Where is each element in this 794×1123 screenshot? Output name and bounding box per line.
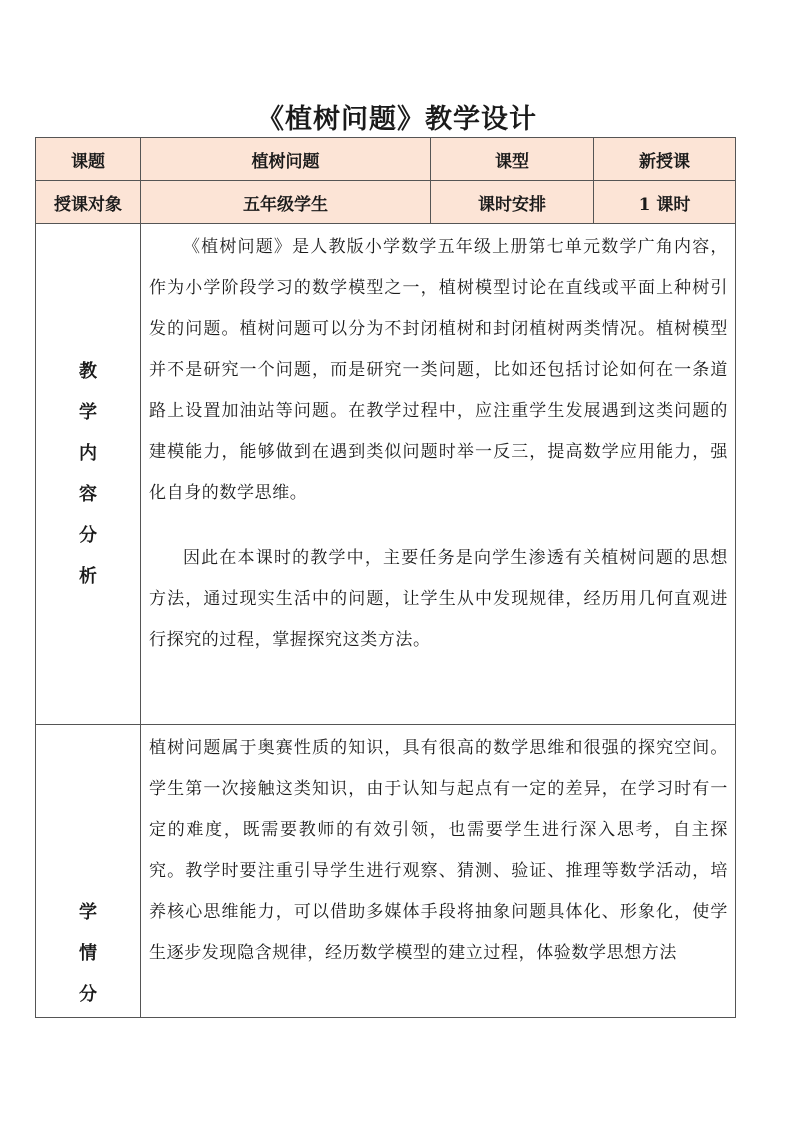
lesson-plan-table (35, 137, 736, 1018)
value-topic: 植树问题 (141, 138, 431, 181)
label-schedule: 课时安排 (431, 181, 594, 224)
content-analysis-text (141, 224, 736, 725)
section-content-analysis (36, 224, 736, 725)
content-analysis-label: 教 学 内 容 分 析 (36, 224, 141, 725)
section-learner-analysis (36, 725, 736, 1018)
learner-analysis-text (141, 725, 736, 1018)
value-schedule: 1 课时 (594, 181, 736, 224)
header-row-topic (36, 138, 736, 181)
value-audience: 五年级学生 (141, 181, 431, 224)
document-title: 《植树问题》教学设计 (257, 104, 537, 135)
label-lesson-type: 课型 (431, 138, 594, 181)
learner-analysis-label: 学 情 分 (36, 725, 141, 1018)
label-audience: 授课对象 (36, 181, 141, 224)
value-lesson-type: 新授课 (594, 138, 736, 181)
content-analysis-paragraph-1: 《植树问题》是人教版小学数学五年级上册第七单元数学广角内容，作为小学阶段学习的数学模型之一，植树模型讨论在直线或平面上种树引发的问题。植树问题可以分为不封闭植树和封闭植树两类情况。植树模型并不是研究一个问题，而是研究一类问题，比如还包括讨论如何在一条道路上设置加油站等问题。在教学过程中，应注重学生发展遇到这类问题的建模能力，能够做到在遇到类似问题时举一反三，提高数学应用能力，强化自身的数学思维。 (149, 237, 728, 503)
header-row-audience (36, 181, 736, 224)
learner-analysis-paragraph-1: 植树问题属于奥赛性质的知识，具有很高的数学思维和很强的探究空间。学生第一次接触这类知识，由于认知与起点有一定的差异，在学习时有一定的难度，既需要教师的有效引领，也需要学生进行深入思考，自主探究。教学时要注重引导学生进行观察、猜测、验证、推理等数学活动，培养核心思维能力，可以借助多媒体手段将抽象问题具体化、形象化，使学生逐步发现隐含规律，经历数学模型的建立过程，体验数学思想方法 (149, 738, 728, 963)
content-analysis-paragraph-2: 因此在本课时的教学中，主要任务是向学生渗透有关植树问题的思想方法，通过现实生活中的问题，让学生从中发现规律，经历用几何直观进行探究的过程，掌握探究这类方法。 (149, 548, 728, 650)
label-topic: 课题 (36, 138, 141, 181)
